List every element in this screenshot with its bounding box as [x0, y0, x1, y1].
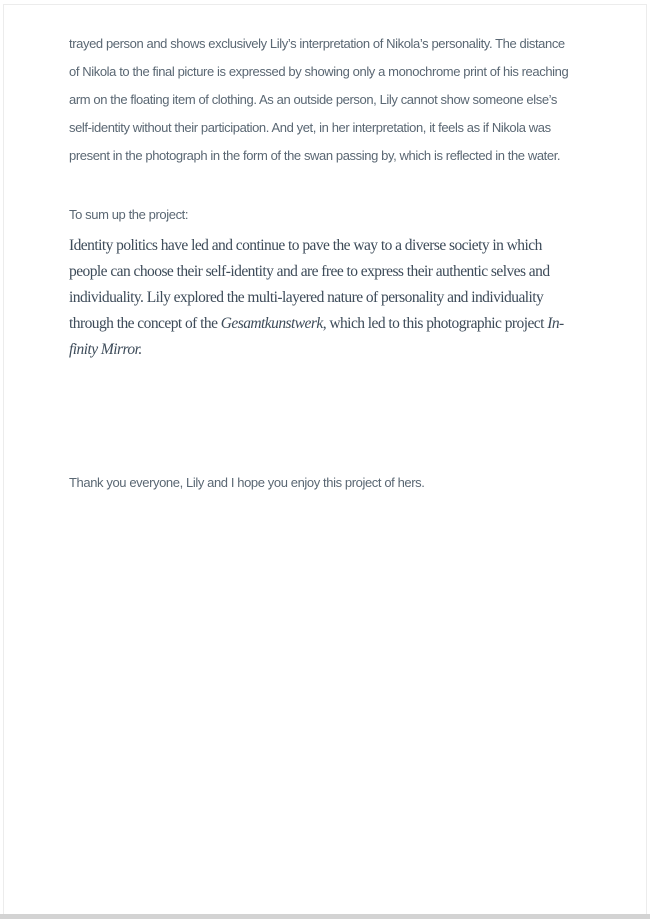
text-line: present in the photograph in the form of the swan passing by, which is reflected in the water.	[69, 148, 561, 163]
paragraph-continuation	[69, 30, 568, 170]
italic-term: Gesamtkunstwerk	[220, 315, 323, 332]
text-line: Identity politics have led and continue to pave the way to a diverse society in which	[69, 237, 542, 254]
text-line: self-identity without their participation. And yet, in her interpretation, it feels as if Nikola was	[69, 120, 551, 135]
lead-in-line: To sum up the project:	[69, 207, 189, 222]
text-line: trayed person and shows exclusively Lily’s interpretation of Nikola’s personality. The distance	[69, 36, 565, 51]
text-segment: , which led to this photographic project	[322, 315, 548, 332]
text-segment: through the concept of the	[69, 315, 221, 332]
summary-paragraph	[69, 233, 564, 363]
italic-term: finity Mirror.	[69, 341, 142, 358]
text-line	[69, 311, 564, 337]
closing-line: Thank you everyone, Lily and I hope you enjoy this project of hers.	[69, 475, 425, 490]
italic-term: In-	[547, 315, 564, 332]
text-line: individuality. Lily explored the multi-layered nature of personality and individuality	[69, 289, 544, 306]
text-line: people can choose their self-identity and are free to express their authentic selves and	[69, 263, 550, 280]
text-line: of Nikola to the final picture is expressed by showing only a monochrome print of his reaching	[69, 64, 569, 79]
page-bottom-bar	[0, 914, 650, 919]
text-line: arm on the floating item of clothing. As an outside person, Lily cannot show someone else’s	[69, 92, 557, 107]
